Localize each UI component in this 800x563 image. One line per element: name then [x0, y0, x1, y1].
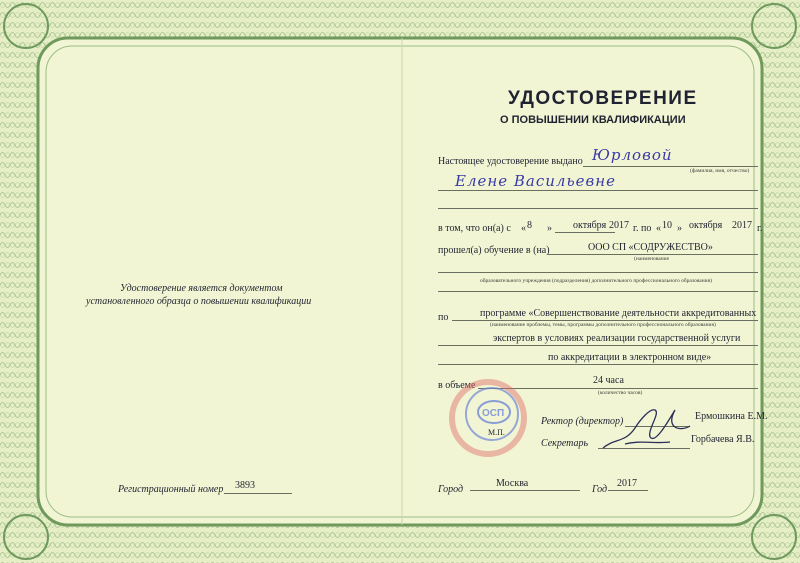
- year-label: Год: [592, 484, 608, 495]
- registration-number: 3893: [235, 480, 255, 491]
- seal-stamp-icon: [448, 378, 528, 458]
- year-suffix-end: г.: [757, 223, 763, 234]
- program-label: по: [438, 312, 449, 323]
- year-value: 2017: [617, 478, 637, 489]
- page-title: УДОСТОВЕРЕНИЕ: [508, 88, 698, 109]
- issued-to-label: Настоящее удостоверение выдано: [438, 156, 583, 167]
- stamp-label: М.П.: [488, 428, 505, 437]
- city-label: Город: [438, 484, 464, 495]
- end-month: октября: [689, 220, 723, 231]
- left-note-line1: Удостоверение является документом: [120, 283, 283, 294]
- org-line: [548, 254, 758, 255]
- stamp-mark: ОСП: [482, 408, 505, 419]
- org-line-3: [438, 291, 758, 292]
- program-line-2: экспертов в условиях реализации государственной услуги: [493, 333, 741, 344]
- program-line-3: по аккредитации в электронном виде»: [548, 352, 712, 363]
- program-underline-3: [438, 364, 758, 365]
- volume-hint: (количество часов): [598, 390, 643, 396]
- start-month-line: [555, 232, 615, 233]
- trained-at-label: прошел(а) обучение в (на): [438, 245, 550, 256]
- org-hint-2: образовательного учреждения (подразделения) дополнительного профессионального образования): [480, 278, 712, 284]
- volume-label: в объеме: [438, 380, 476, 391]
- given-names-line: [438, 190, 758, 191]
- registration-label: Регистрационный номер: [118, 484, 224, 495]
- city-line: [470, 490, 580, 491]
- rector-name: Ермошкина Е.М.: [695, 411, 768, 422]
- program-underline-2: [438, 345, 758, 346]
- start-year: 2017: [609, 220, 629, 231]
- surname-line: [583, 166, 758, 167]
- end-day: 10: [662, 220, 672, 231]
- given-names-handwritten: Елене Васильевне: [455, 172, 617, 190]
- name-hint: (фамилия, имя, отчество): [690, 168, 750, 174]
- city-value: Москва: [496, 478, 529, 489]
- signature-icon: [595, 398, 695, 458]
- volume-value: 24 часа: [593, 375, 624, 386]
- page-subtitle: О ПОВЫШЕНИИ КВАЛИФИКАЦИИ: [500, 114, 686, 126]
- org-hint-1: (наименование: [634, 256, 670, 262]
- program-line-1: программе «Совершенствование деятельности аккредитованных: [480, 308, 757, 319]
- end-year: 2017: [732, 220, 752, 231]
- certificate-page: Удостоверение является документом установленного образца о повышении квалификации Регистрационный номер 3893 УДОСТОВЕРЕНИЕ О ПОВЫШЕНИИ КВАЛИФИКАЦИИ Настоящее удостоверение выдано Юрловой (фамилия, имя, отчество) Елене Васильевне в том, что он(а) с « 8 » октября 2017 г. по « 10 » октября 2017 г. прошел(а) обучение в (на) ООО СП «СОДРУЖЕСТВО» (наименование образовательного учреждения (подразделения) дополнительного профессионального образования) по программе «Совершенствование деятельности аккредитованных (наименование проблемы, темы, программы дополнительного профессионального образования) экспертов в условиях реализации государственной услуги по аккредитации в электронном виде» в объеме 24 часа (количество часов) ОСП М.П. Ректор (директор) Ермошкина Е.М. Секретарь Горбачева Я.В. Город Москва Год 2017: [0, 0, 800, 563]
- secretary-label: Секретарь: [541, 438, 589, 449]
- rector-label: Ректор (директор): [541, 416, 624, 427]
- program-underline-1: [452, 320, 758, 321]
- org-line-2: [438, 272, 758, 273]
- blank-line: [438, 208, 758, 209]
- secretary-name: Горбачева Я.В.: [691, 434, 755, 445]
- year-line: [608, 490, 648, 491]
- year-suffix: г. по: [633, 223, 652, 234]
- left-note-line2: установленного образца о повышении квалификации: [86, 296, 312, 307]
- surname-handwritten: Юрловой: [592, 146, 673, 164]
- registration-line: [224, 493, 292, 494]
- start-day: 8: [527, 220, 532, 231]
- org-name: ООО СП «СОДРУЖЕСТВО»: [588, 242, 713, 253]
- start-month: октября: [573, 220, 607, 231]
- period-label: в том, что он(а) с: [438, 223, 511, 234]
- program-hint: (наименование проблемы, темы, программы дополнительного профессионального образования): [490, 322, 716, 328]
